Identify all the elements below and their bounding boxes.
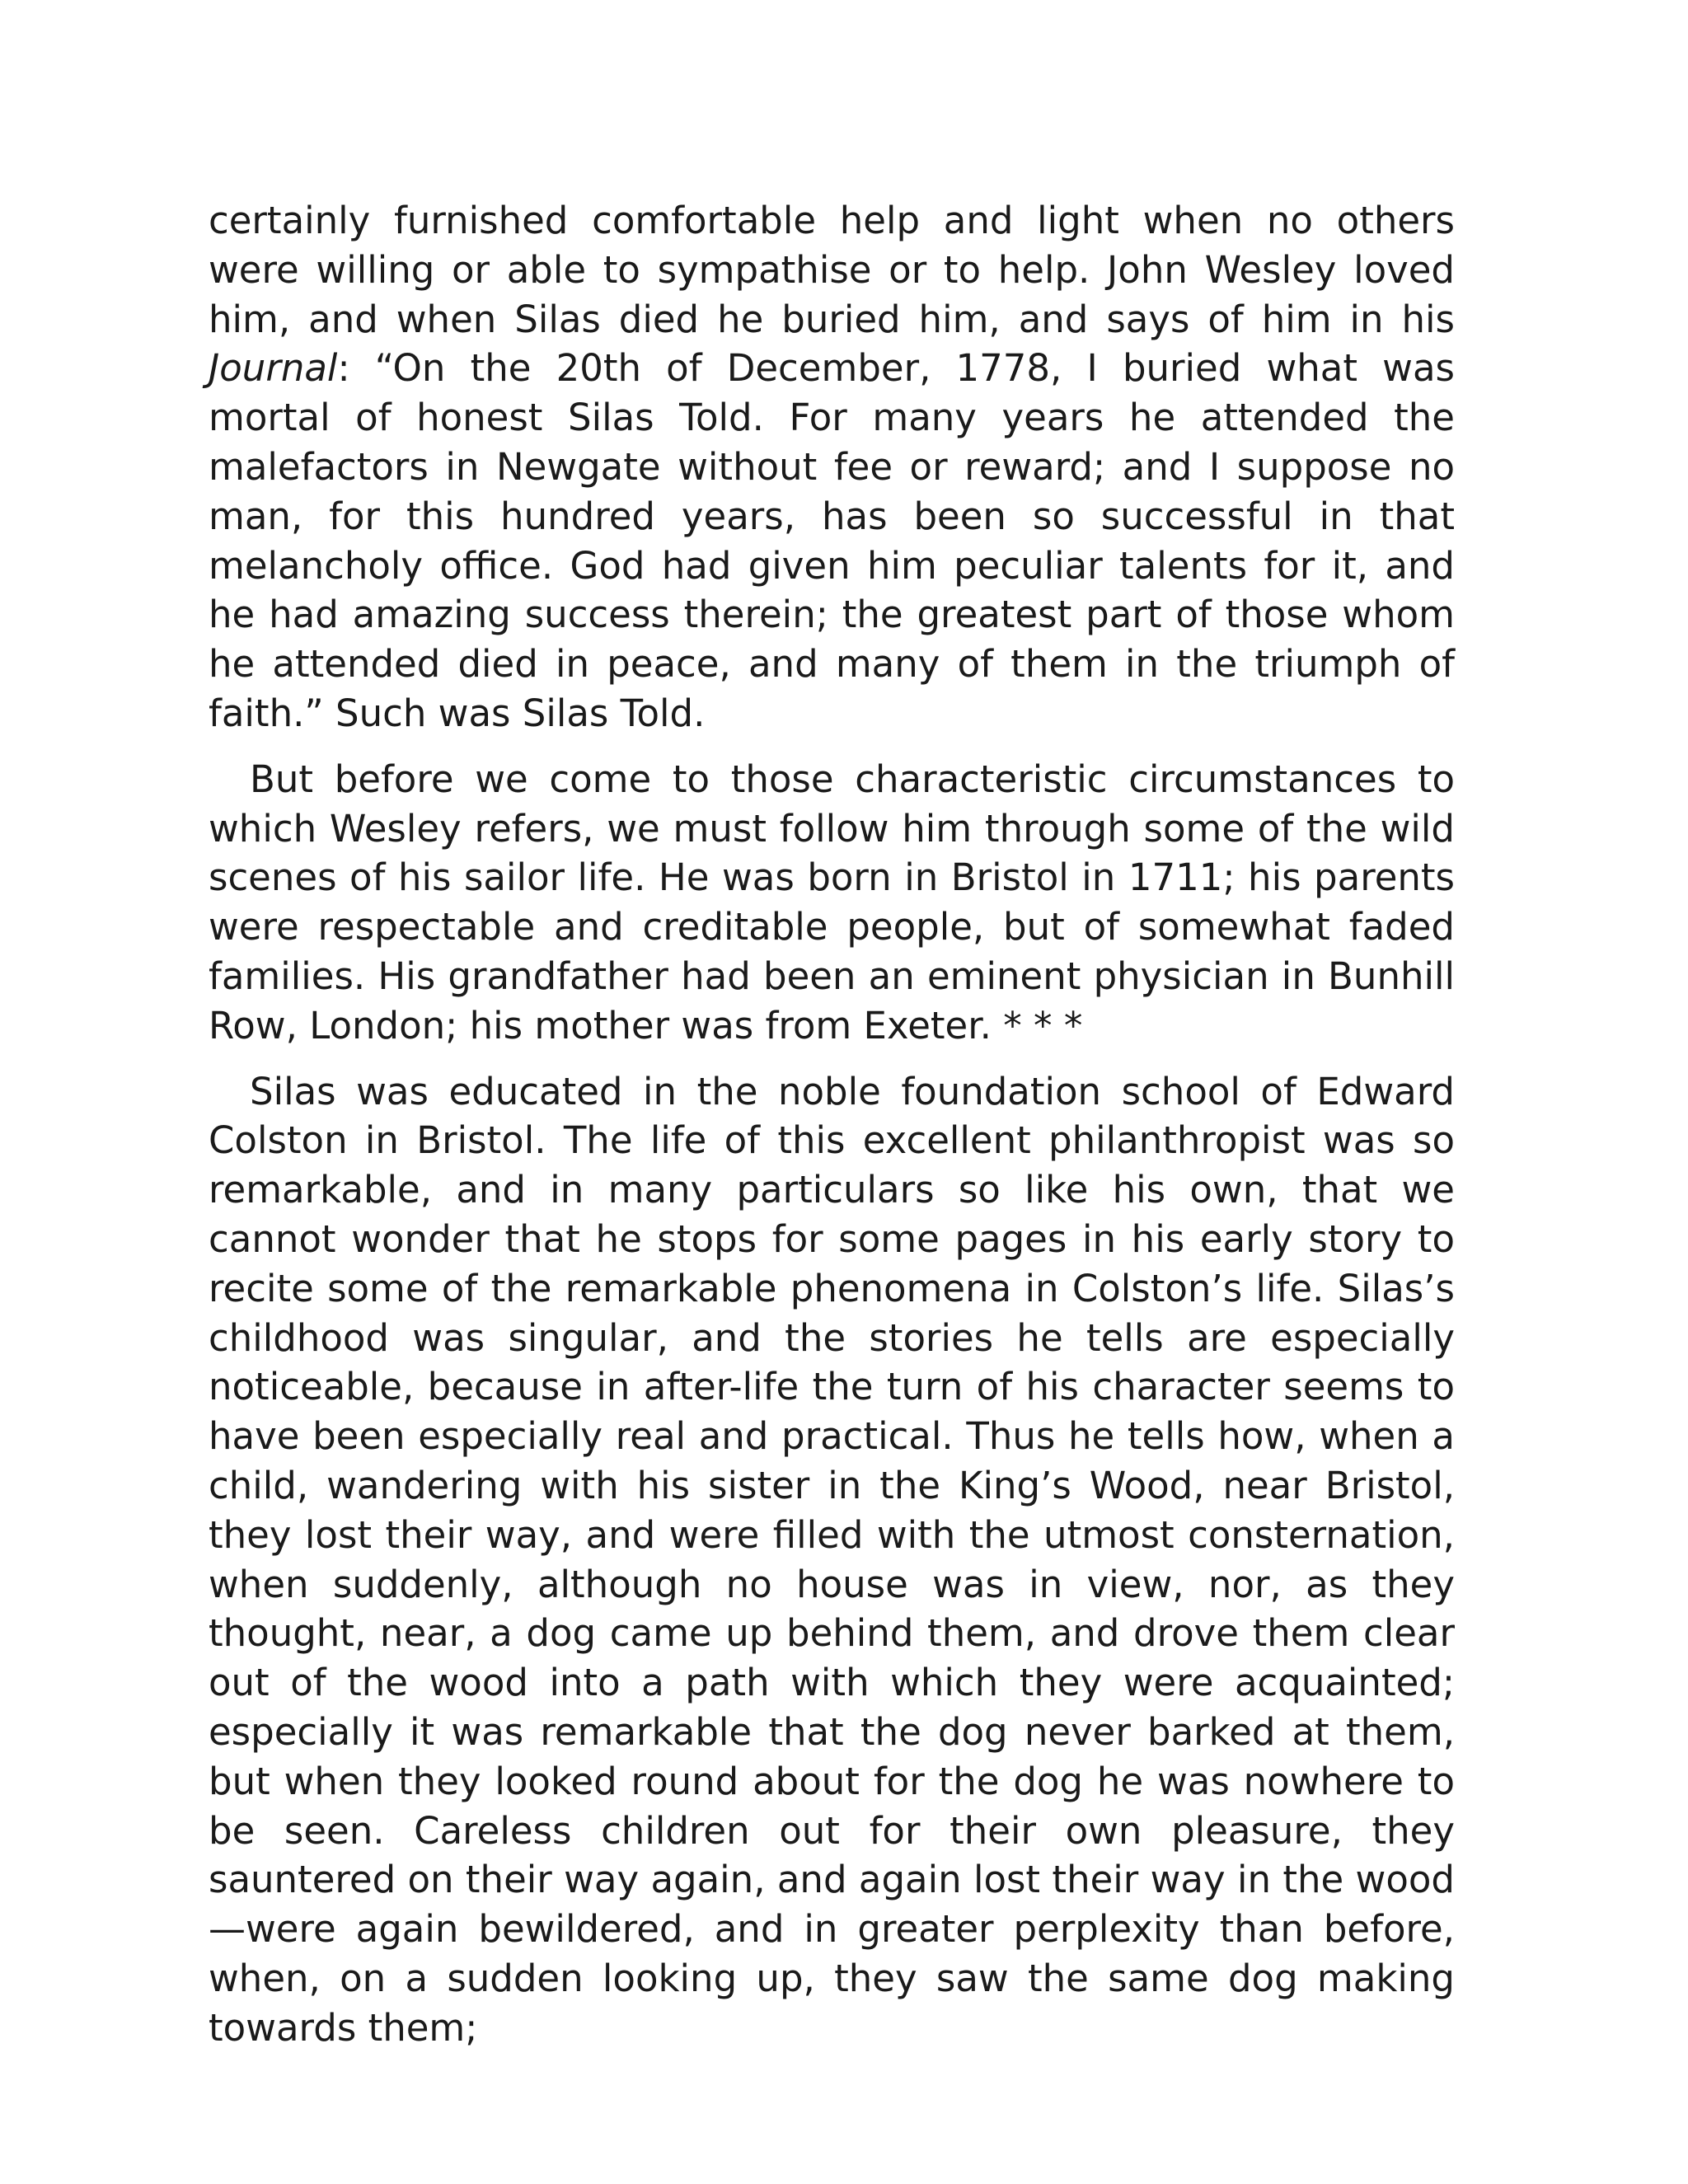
page-body — [209, 196, 1455, 2052]
paragraph-text: certainly furnished comfortable help and light when no others were willing or able to sympathise or to help. John Wesley loved him, and when Silas died he buried him, and says of him in his — [209, 199, 1455, 341]
italic-journal-title: Journal — [209, 346, 338, 391]
paragraph-wesley-journal — [209, 196, 1455, 738]
paragraph-text: : “On the 20th of December, 1778, I buried what was mortal of honest Silas Told. For many years he attended the malefactors in Newgate without fee or reward; and I suppose no man, for this hundred years, has been so successful in that melancholy office. God had given him peculiar talents for it, and he had amazing success therein; the greatest part of those whom he attended died in peace, and many of them in the triumph of faith.” Such was Silas Told. — [209, 346, 1455, 735]
paragraph-colston-school: Silas was educated in the noble foundation school of Edward Colston in Bristol. The life of this excellent philanthropist was so remarkable, and in many particulars so like his own, that we cannot wonder that he stops for some pages in his early story to recite some of the remarkable phenomena in Colston’s life. Silas’s childhood was singular, and the stories he tells are especially noticeable, because in after-life the turn of his character seems to have been especially real and practical. Thus he tells how, when a child, wandering with his sister in the King’s Wood, near Bristol, they lost their way, and were filled with the utmost consternation, when suddenly, although no house was in view, nor, as they thought, near, a dog came up behind them, and drove them clear out of the wood into a path with which they were acquainted; especially it was remarkable that the dog never barked at them, but when they looked round about for the dog he was nowhere to be seen. Careless children out for their own pleasure, they sauntered on their way again, and again lost their way in the wood—were again bewildered, and in greater perplexity than before, when, on a sudden looking up, they saw the same dog making towards them; — [209, 1069, 1455, 2050]
paragraph-sailor-life: But before we come to those characteristic circumstances to which Wesley refers, we must follow him through some of the wild scenes of his sailor life. He was born in Bristol in 1711; his parents were respectable and creditable people, but of somewhat faded families. His grandfather had been an eminent physician in Bunhill Row, London; his mother was from Exeter. * * * — [209, 757, 1455, 1047]
